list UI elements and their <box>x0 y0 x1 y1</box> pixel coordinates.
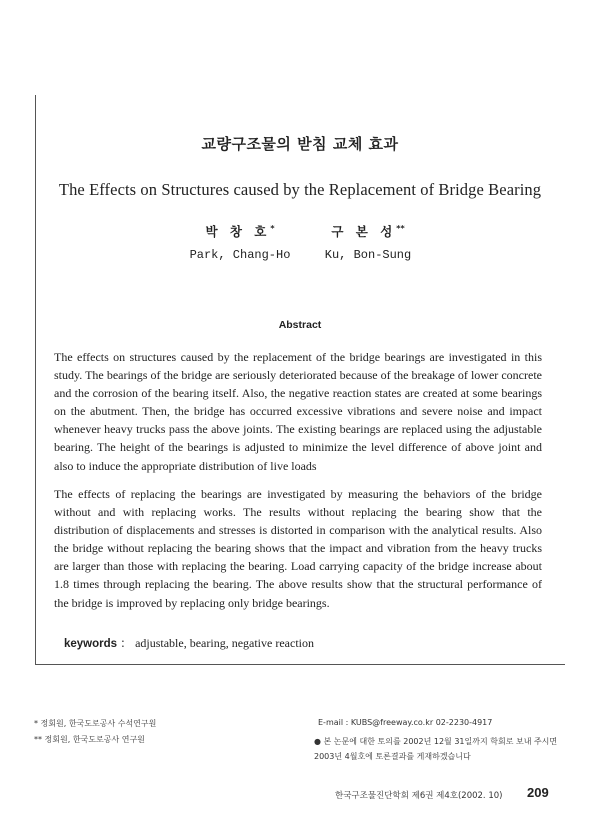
author-2 <box>308 222 428 262</box>
abstract-paragraph-1: The effects on structures caused by the replacement of the bridge bearings are investigated in this study. The bearings of the bridge are seriously deteriorated because of the breakage of lower concrete and the corrosion of the bearing itself. Also, the negative reaction states are created at some bearings on the abutment. Then, the bridge has occurred excessive vibrations and severe noise and impact whenever heavy trucks pass the above joints. The existing bearings are replaced using the adjustable bearing. The height of the bearings is adjusted to minimize the level difference of above joint and also to induce the appropriate distribution of live loads <box>54 350 542 473</box>
footnote-author-2: ** 정회원, 한국도로공사 연구원 <box>34 735 145 744</box>
footnote-author-1: * 정회원, 한국도로공사 수석연구원 <box>34 719 157 728</box>
author-1-name-kr: 박 창 호 <box>205 224 271 239</box>
keywords-label: keywords <box>64 638 118 650</box>
author-2-mark: ** <box>396 223 405 233</box>
author-2-name-en: Ku, Bon-Sung <box>324 248 412 262</box>
author-1-name-en: Park, Chang-Ho <box>189 248 291 262</box>
journal-footer: 한국구조물진단학회 제6권 제4호(2002. 10) <box>335 791 503 801</box>
discussion-note: ● 본 논문에 대한 토의를 2002년 12월 31일까지 학회로 보내 주시면 2003년 4월호에 토론결과를 게재하겠습니다 <box>314 737 558 761</box>
korean-title: 교량구조물의 받침 교체 효과 <box>201 135 399 153</box>
author-1 <box>180 222 300 262</box>
author-2-name-kr: 구 본 성 <box>331 224 397 239</box>
keywords-line <box>64 634 314 651</box>
contact-email: E-mail : KUBS@freeway.co.kr 02-2230-4917 <box>318 718 493 727</box>
bottom-margin-rule <box>35 664 565 665</box>
abstract-heading: Abstract <box>278 319 322 331</box>
abstract-paragraph-2: The effects of replacing the bearings are investigated by measuring the behaviors of the bridge without and with replacing works. The results without replacing the bearing show that the distribution of displacements and stresses is distorted in comparison with the analytical results. Also the bridge without replacing the bearing shows that the impact and vibration from the heavy trucks are larger than those with replacing the bearing. Load carrying capacity of the bridge increase about 1.8 times through replacing the bearing. The above results show that the structural performance of the bridge is improved by replacing only bridge bearings. <box>54 487 542 610</box>
english-title: The Effects on Structures caused by the Replacement of Bridge Bearing <box>58 180 542 199</box>
page-number: 209 <box>527 785 549 800</box>
keywords-list: ： adjustable, bearing, negative reaction <box>120 636 314 650</box>
author-1-mark: * <box>270 223 275 233</box>
